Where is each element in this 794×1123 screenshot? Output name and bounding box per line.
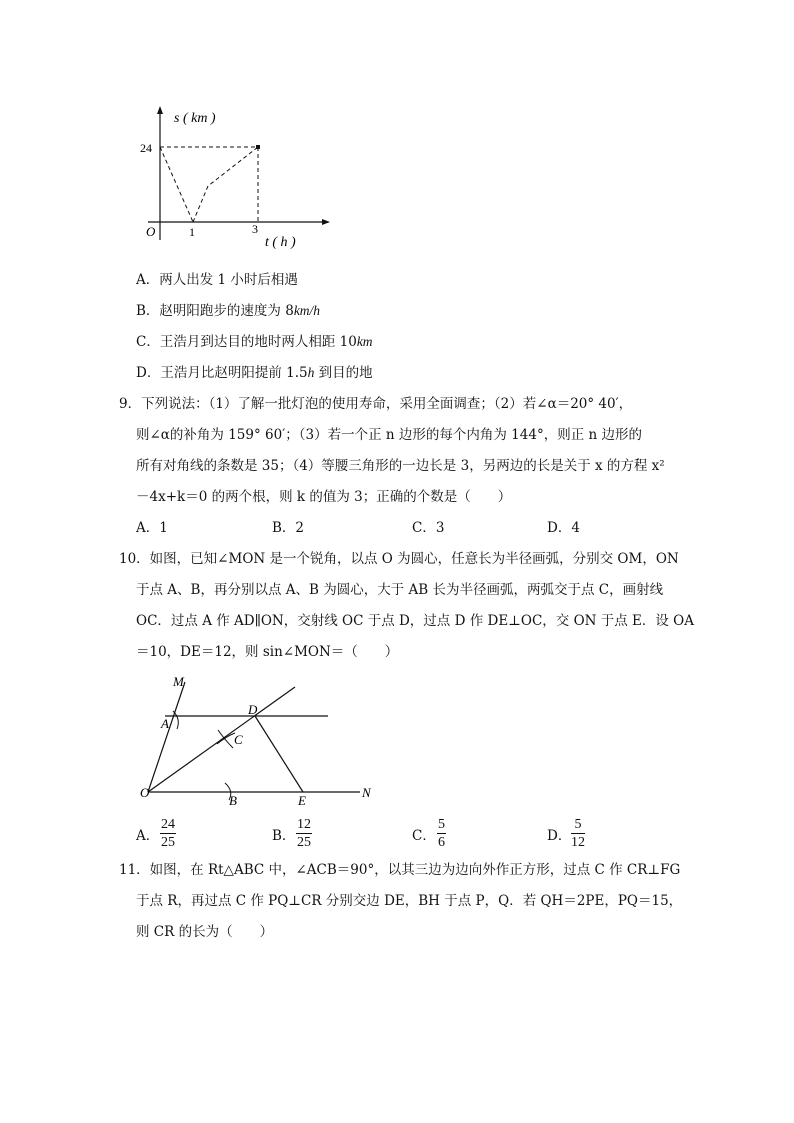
label-d: D (248, 702, 258, 717)
q10-option-a-fraction (160, 816, 176, 851)
q10-option-c-letter: C． (412, 828, 436, 844)
x-axis-label: t ( h ) (265, 235, 296, 250)
q9-option-a: A．1 (136, 520, 168, 536)
q10-option-c-numerator: 5 (438, 817, 445, 832)
ray-oc (148, 687, 295, 792)
x-tick-3: 3 (252, 222, 258, 236)
person2-line (193, 147, 258, 222)
label-b: B (229, 793, 237, 808)
q8-option-d-tail: 到目的地 (314, 365, 373, 381)
label-c: C (234, 732, 243, 747)
q10-option-a-denominator: 25 (161, 835, 175, 850)
q10-option-b-denominator: 25 (297, 835, 311, 850)
ray-om (148, 682, 185, 792)
q11-line-2: 于点 R，再过点 C 作 PQ⊥CR 分别交边 DE，BH 于点 P，Q．若 QH＝2PE，PQ＝15， (136, 893, 683, 909)
angle-construction-figure (135, 672, 385, 812)
q8-option-b-unit: km/h (293, 303, 321, 318)
label-a: A (161, 716, 169, 731)
q10-line-2: 于点 A、B，再分别以点 A、B 为圆心，大于 AB 长为半径画弧，两弧交于点 C，画射线 (136, 582, 664, 598)
end-point (256, 145, 260, 149)
person1-line (160, 147, 193, 222)
q9-line-3: 所有对角线的条数是 35；（4）等腰三角形的一边长是 3，另两边的长是关于 x 的方程 x² (136, 458, 665, 474)
q10-line-1: 10．如图，已知∠MON 是一个锐角，以点 O 为圆心，任意长为半径画弧，分别交 OM，ON (119, 551, 679, 567)
q8-option-c-text: C．王浩月到达目的地时两人相距 10 (136, 334, 357, 350)
q10-option-b-letter: B． (272, 828, 296, 844)
q8-option-c-unit: km (356, 334, 373, 349)
distance-time-graph (130, 100, 350, 260)
arc-c-2 (217, 733, 235, 744)
origin-label: O (146, 224, 156, 239)
x-tick-1: 1 (189, 225, 195, 239)
y-axis-arrow (157, 106, 163, 114)
y-tick-24: 24 (140, 141, 152, 155)
q10-option-b-fraction (296, 816, 312, 851)
q8-option-c (136, 332, 373, 352)
label-o: O (140, 785, 150, 800)
q11-line-3: 则 CR 的长为（ ） (136, 924, 274, 940)
q9-line-4: －4x+k＝0 的两个根，则 k 的值为 3；正确的个数是（ ） (136, 489, 512, 505)
q8-option-a: A．两人出发 1 小时后相遇 (136, 272, 298, 288)
q9-line-2: 则∠α的补角为 159° 60′；（3）若一个正 n 边形的每个内角为 144°，则正 n 边形的 (136, 427, 642, 443)
q9-option-c: C．3 (412, 520, 445, 536)
label-n: N (362, 785, 371, 800)
line-de (255, 716, 303, 792)
q10-line-3: OC．过点 A 作 AD∥ON，交射线 OC 于点 D，过点 D 作 DE⊥OC，交 ON 于点 E．设 OA (136, 613, 694, 629)
q10-option-b-numerator: 12 (297, 817, 311, 832)
q10-option-d-numerator: 5 (571, 816, 585, 834)
q8-option-d-unit: h (307, 365, 315, 380)
q8-option-d-text: D．王浩月比赵明阳提前 1.5 (136, 365, 308, 381)
q9-line-1: 9．下列说法：（1）了解一批灯泡的使用寿命，采用全面调查；（2）若∠α＝20° 40′， (119, 396, 633, 412)
q10-option-d-letter: D． (547, 828, 572, 844)
q9-option-d: D．4 (547, 520, 580, 536)
q10-option-a-numerator: 24 (161, 817, 175, 832)
q8-option-d (136, 363, 373, 383)
q11-line-1: 11．如图，在 Rt△ABC 中，∠ACB＝90°，以其三边为边向外作正方形，过点 C 作 CR⊥FG (119, 862, 681, 878)
q10-option-d-denominator: 12 (571, 835, 585, 850)
q10-line-4: ＝10，DE＝12，则 sin∠MON＝（ ） (136, 644, 399, 660)
q10-option-c-fraction (437, 816, 446, 851)
q9-option-b: B．2 (272, 520, 305, 536)
q8-option-b-text: B．赵明阳跑步的速度为 8 (136, 303, 294, 319)
label-e: E (298, 793, 306, 808)
x-axis-arrow (322, 219, 330, 225)
y-axis-label: s ( km ) (174, 111, 216, 126)
label-m: M (173, 674, 184, 689)
q8-option-b (136, 301, 320, 321)
q10-option-d-fraction (571, 816, 585, 851)
q10-option-c-denominator: 6 (438, 835, 445, 850)
q10-option-a-letter: A． (136, 828, 160, 844)
